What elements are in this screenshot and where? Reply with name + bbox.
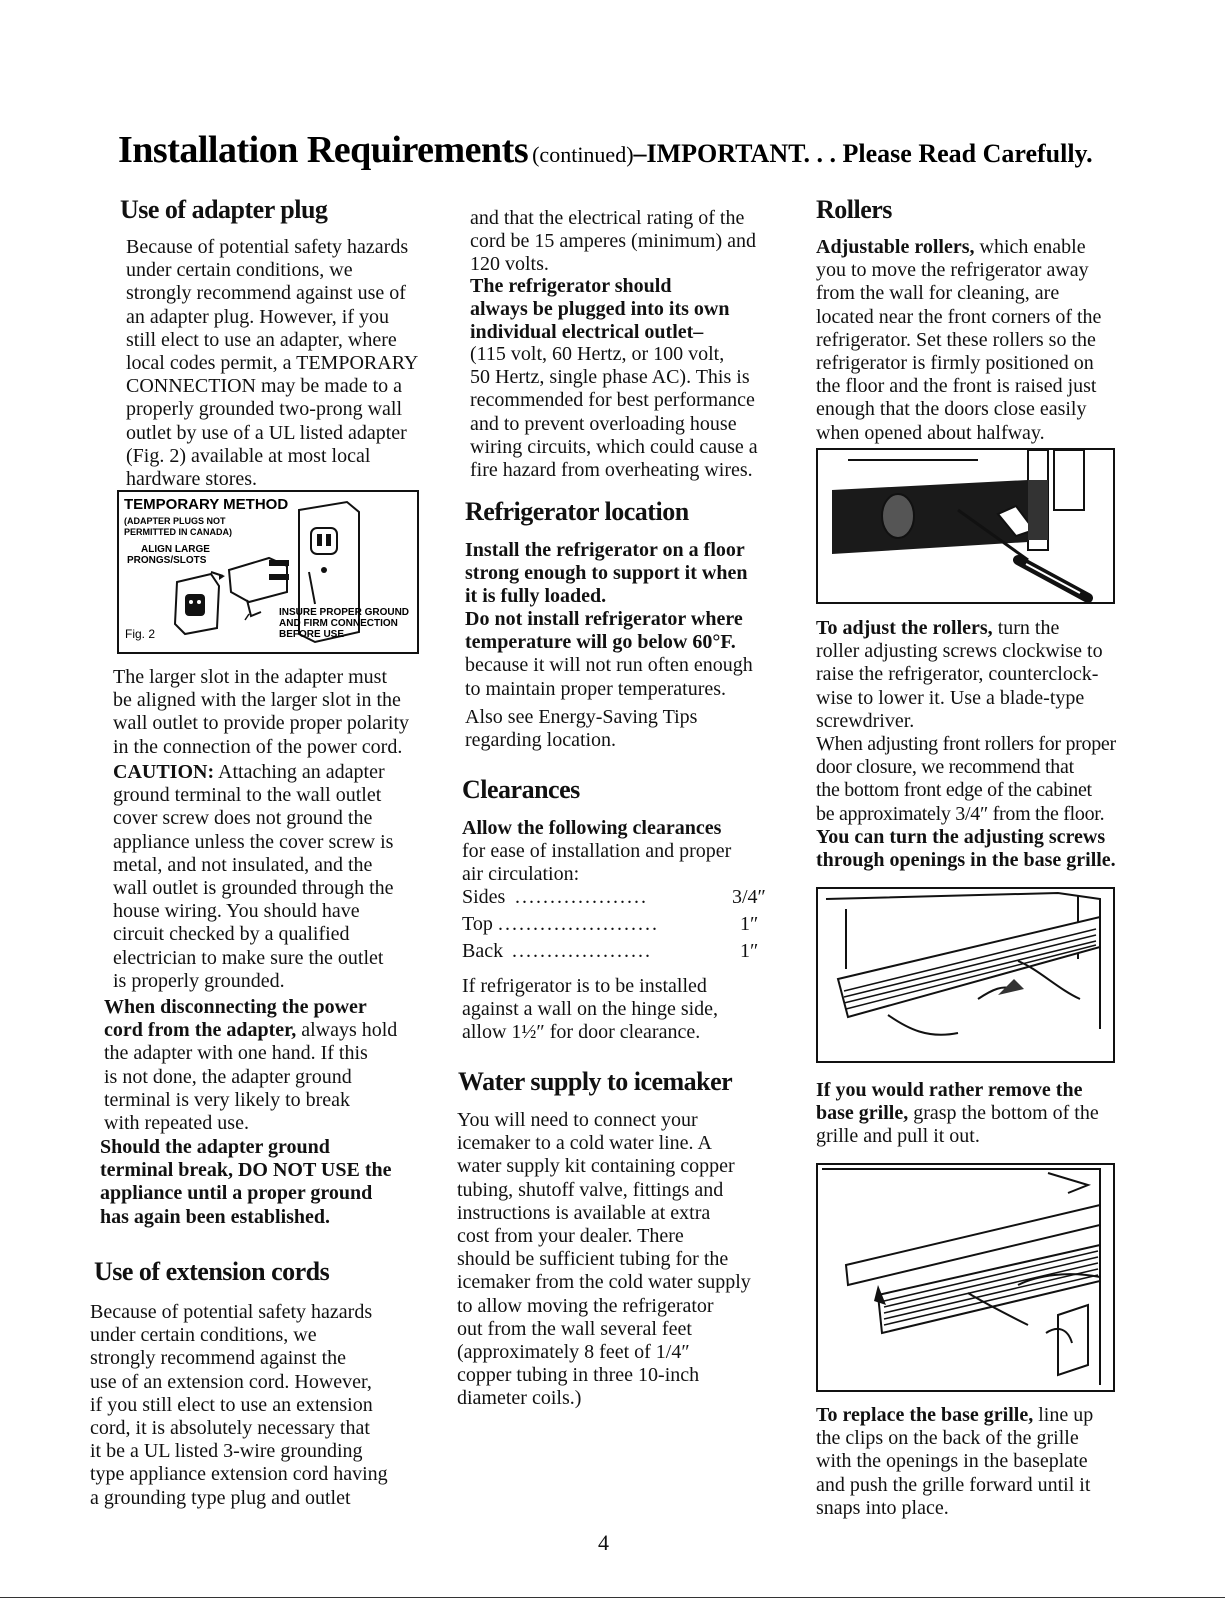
slot-text: The larger slot in the adapter must be aligned with the larger slot in the wall outlet to provide proper polarity in the connection of the power cord. xyxy=(113,666,410,758)
fig-label-firm: AND FIRM CONNECTION xyxy=(279,618,398,629)
front-rollers-text: When adjusting front rollers for proper door closure, we recommend that the bottom front edge of the cabinet be approximately 3/4″ from the floor. xyxy=(816,733,1116,825)
disconnect-text: When disconnecting the power cord from the adapter, always hold the adapter with one hand. If this is not done, the adapter ground terminal is very likely to break with repeated use. xyxy=(104,996,398,1135)
fig-label-not-permitted: (ADAPTER PLUGS NOT xyxy=(124,516,226,526)
fig-label-temporary: TEMPORARY METHOD xyxy=(124,496,289,513)
adapter-figure xyxy=(117,490,419,654)
roller-figure xyxy=(816,448,1115,604)
clearance-back-label: Back xyxy=(462,940,504,962)
grille-figure-replace xyxy=(816,1163,1115,1392)
page-title xyxy=(118,128,1093,172)
clearance-top-label: Top xyxy=(462,913,493,935)
bottom-rule xyxy=(0,1597,1225,1598)
clearance-back-dots: .................... xyxy=(512,940,652,962)
page-title-continued: (continued) xyxy=(532,142,634,167)
fig-label-before: BEFORE USE xyxy=(279,629,345,640)
ground-warning: Should the adapter ground terminal break, DO NOT USE the appliance until a proper ground has again been established. xyxy=(100,1136,392,1228)
page-title-tail: –IMPORTANT. . . Please Read Carefully. xyxy=(633,139,1093,168)
caution-text: CAUTION: Attaching an adapter ground terminal to the wall outlet cover screw does not ground the appliance unless the cover screw is metal, and not insulated, and the wall outlet is grounded through the house wiring. You should have circuit checked by a qualified electrician to make sure the outlet is properly grounded. xyxy=(113,761,394,992)
fig-label-canada: PERMITTED IN CANADA) xyxy=(124,527,232,537)
clearance-sides-dots: ................... xyxy=(515,886,648,908)
outlet-text: (115 volt, 60 Hertz, or 100 volt, 50 Hertz, single phase AC). This is recommended for best performance and to prevent overloading house wiring circuits, which could cause a fire hazard from overheating wires. xyxy=(470,343,758,482)
electrical-rating-text: and that the electrical rating of the cord be 15 amperes (minimum) and 120 volts. xyxy=(470,207,757,276)
page-title-main: Installation Requirements xyxy=(118,129,529,171)
fig-number: Fig. 2 xyxy=(125,627,156,641)
replace-grille-text: To replace the base grille, line up the clips on the back of the grille with the openings in the baseplate and push the grille forward until it snaps into place. xyxy=(816,1404,1094,1519)
section-heading-extension: Use of extension cords xyxy=(94,1257,330,1286)
location-floor-bold: Install the refrigerator on a floor strong enough to support it when it is fully loaded. xyxy=(465,539,748,608)
clearance-back-value: 1″ xyxy=(740,940,759,962)
hinge-clearance-text: If refrigerator is to be installed against a wall on the hinge side, allow 1½″ for door clearance. xyxy=(462,975,719,1044)
section-heading-rollers: Rollers xyxy=(816,195,892,224)
own-outlet-bold: The refrigerator should always be plugged into its own individual electrical outlet– xyxy=(470,275,730,344)
section-heading-clearances: Clearances xyxy=(462,775,580,804)
clearance-sides-label: Sides xyxy=(462,886,506,908)
clearance-sides-value: 3/4″ xyxy=(732,886,766,908)
adjustable-rollers-text: Adjustable rollers, which enable you to move the refrigerator away from the wall for cleaning, are located near the front corners of the refrigerator. Set these rollers so the refrigerator is firmly positioned on the floor and the front is raised just enough that the doors close easily when opened about halfway. xyxy=(816,236,1102,444)
clearance-top-dots: ....................... xyxy=(498,913,659,935)
section-heading-adapter: Use of adapter plug xyxy=(120,195,328,224)
fig-label-insure: INSURE PROPER GROUND xyxy=(279,607,410,618)
page-number: 4 xyxy=(598,1530,609,1555)
grille-figure-remove xyxy=(816,887,1115,1063)
location-energy-tips: Also see Energy-Saving Tips regarding location. xyxy=(465,706,698,752)
grille-remove-illustration xyxy=(818,889,1113,1061)
adapter-intro: Because of potential safety hazards under certain conditions, we strongly recommend against use of an adapter plug. However, if you still elect to use an adapter, where local codes permit, a TEMPORARY CONNECTION may be made to a properly grounded two-prong wall outlet by use of a UL listed adapter (Fig. 2) available at most local hardware stores. xyxy=(126,236,419,491)
roller-adjust-illustration xyxy=(818,450,1113,602)
turn-screws-bold: You can turn the adjusting screws through openings in the base grille. xyxy=(816,826,1116,872)
fig-label-prongs: PRONGS/SLOTS xyxy=(127,555,207,566)
remove-grille-text: If you would rather remove the base grille, grasp the bottom of the grille and pull it out. xyxy=(816,1079,1099,1148)
water-supply-text: You will need to connect your icemaker to a cold water line. A water supply kit containing copper tubing, shutoff valve, fittings and instructions is available at extra cost from your dealer. There should be sufficient tubing for the icemaker from the cold water supply to allow moving the refrigerator out from the wall several feet (approximately 8 feet of 1/4″ copper tubing in three 10-inch diameter coils.) xyxy=(457,1109,751,1410)
grille-replace-illustration xyxy=(818,1165,1113,1390)
section-heading-location: Refrigerator location xyxy=(465,497,689,526)
section-heading-water: Water supply to icemaker xyxy=(458,1067,733,1096)
adjust-rollers-text: To adjust the rollers, turn the roller adjusting screws clockwise to raise the refrigerator, counterclock- wise to lower it. Use a blade-type screwdriver. xyxy=(816,617,1103,732)
clearance-top-value: 1″ xyxy=(740,913,759,935)
fig-label-align: ALIGN LARGE xyxy=(141,544,210,555)
location-temperature: Do not install refrigerator where temperature will go below 60°F. because it will not run often enough to maintain proper temperatures. xyxy=(465,608,753,700)
clearances-intro: Allow the following clearances for ease of installation and proper air circulation: xyxy=(462,817,732,886)
extension-text: Because of potential safety hazards under certain conditions, we strongly recommend against the use of an extension cord. However, if you still elect to use an extension cord, it is absolutely necessary that it be a UL listed 3-wire grounding type appliance extension cord having a grounding type plug and outlet xyxy=(90,1301,388,1509)
